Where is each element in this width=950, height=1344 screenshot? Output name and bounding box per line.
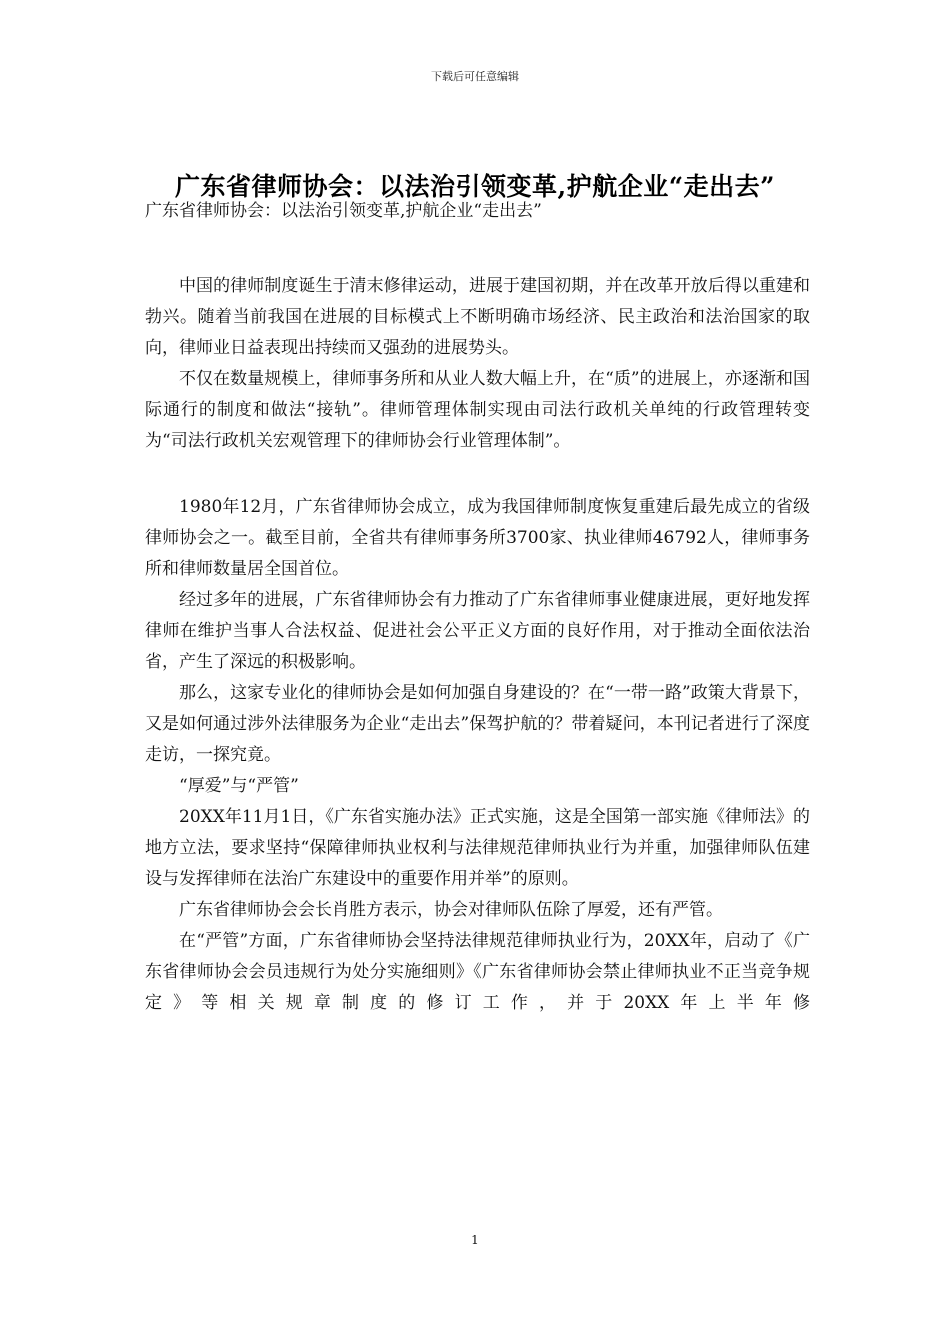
paragraph-6: 20XX年11月1日，《广东省实施办法》正式实施，这是全国第一部实施《律师法》的地方立法，要求坚持“保障律师执业权利与法律规范律师执业行为并重，加强律师队伍建设与发挥律师在法治广东建设中的重要作用并举”的原则。 <box>145 807 810 889</box>
page-number: 1 <box>471 1233 479 1247</box>
paragraph-5: 那么，这家专业化的律师协会是如何加强自身建设的？在“一带一路”政策大背景下，又是如何通过涉外法律服务为企业“走出去”保驾护航的？带着疑问，本刊记者进行了深度走访，一探究竟。 <box>145 683 810 765</box>
article-body <box>145 196 810 1019</box>
paragraph-8: 在“严管”方面，广东省律师协会坚持法律规范律师执业行为，20XX年，启动了《广东省律师协会会员违规行为处分实施细则》《广东省律师协会禁止律师执业不正当竞争规定》等相关规章制度的修订工作，并于20XX年上半年修 <box>145 931 810 1013</box>
paragraph-3: 1980年12月，广东省律师协会成立，成为我国律师制度恢复重建后最先成立的省级律师协会之一。截至目前，全省共有律师事务所3700家、执业律师46792人，律师事务所和律师数量居全国首位。 <box>145 497 810 579</box>
paragraph-7: 广东省律师协会会长肖胜方表示，协会对律师队伍除了厚爱，还有严管。 <box>179 900 723 920</box>
paragraph-4: 经过多年的进展，广东省律师协会有力推动了广东省律师事业健康进展，更好地发挥律师在维护当事人合法权益、促进社会公平正义方面的良好作用，对于推动全面依法治省，产生了深远的积极影响。 <box>145 590 810 672</box>
article-title: 广东省律师协会：以法治引领变革,护航企业“走出去” <box>175 171 775 201</box>
header-note: 下载后可任意编辑 <box>431 70 519 83</box>
article-subtitle: 广东省律师协会：以法治引领变革,护航企业“走出去” <box>145 201 542 221</box>
paragraph-1: 中国的律师制度诞生于清末修律运动，进展于建国初期，并在改革开放后得以重建和勃兴。随着当前我国在进展的目标模式上不断明确市场经济、民主政治和法治国家的取向，律师业日益表现出持续而又强劲的进展势头。 <box>145 276 810 358</box>
paragraph-2: 不仅在数量规模上，律师事务所和从业人数大幅上升，在“质”的进展上，亦逐渐和国际通行的制度和做法“接轨”。律师管理体制实现由司法行政机关单纯的行政管理转变为“司法行政机关宏观管理下的律师协会行业管理体制”。 <box>145 369 810 451</box>
section-heading: “厚爱”与“严管” <box>179 776 299 796</box>
